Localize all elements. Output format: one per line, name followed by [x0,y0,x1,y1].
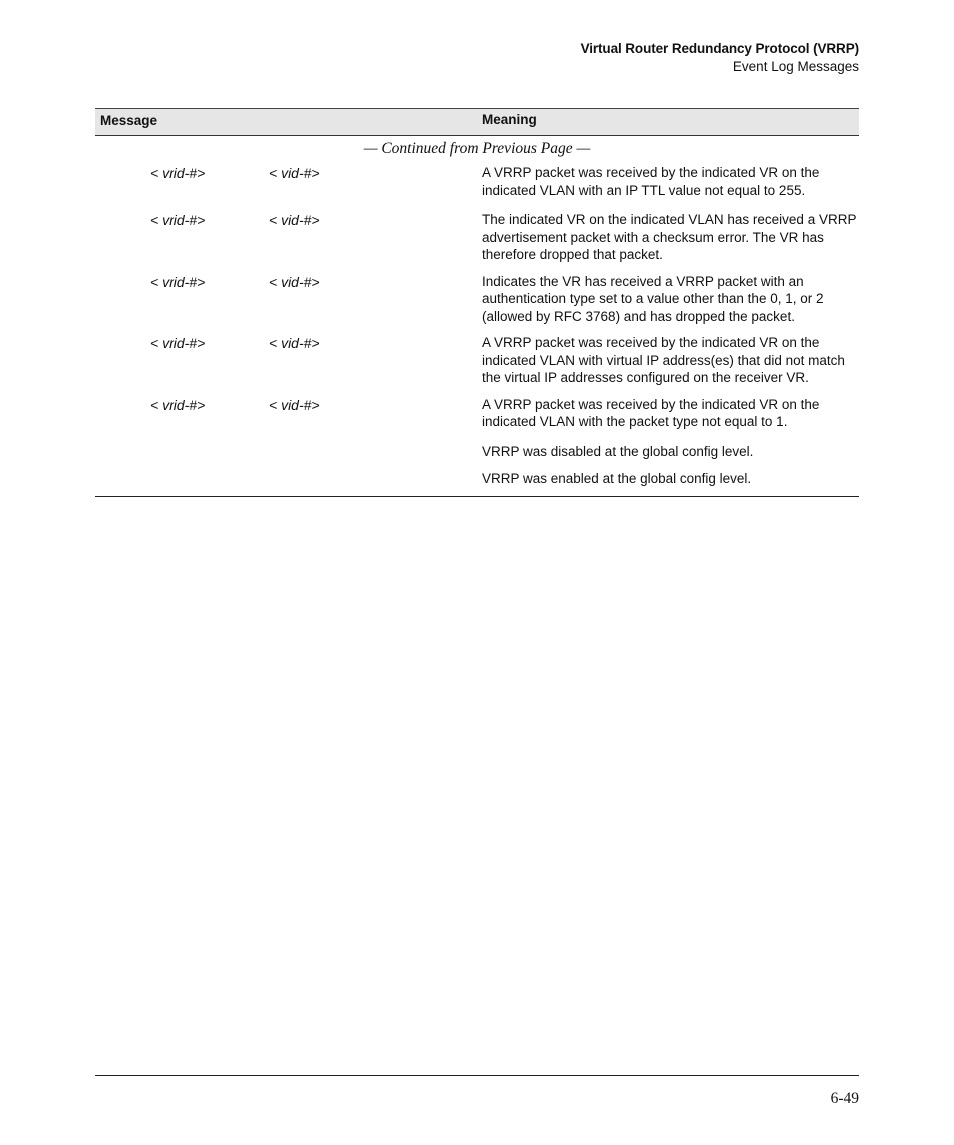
meaning-text: VRRP was enabled at the global config level. [482,471,752,486]
continued-note: — Continued from Previous Page — [363,140,591,157]
message-vrid: < vrid-#> [150,273,206,290]
message-vrid: < vrid-#> [150,396,206,413]
meaning-text: Indicates the VR has received a VRRP packet with an authentication type set to a value other than the 0, 1, or 2 (allowed by RFC 3768) and has dropped the packet. [482,273,824,324]
message-vrid: < vrid-#> [150,335,206,351]
meaning-text: A VRRP packet was received by the indicated VR on the indicated VLAN with the packet type not equal to 1. [482,396,820,429]
column-header-message: Message [100,113,158,128]
section-title: Event Log Messages [732,59,859,74]
meaning-text: A VRRP packet was received by the indicated VR on the indicated VLAN with an IP TTL value not equal to 255. [482,165,820,198]
table-header [95,108,859,136]
chapter-title: Virtual Router Redundancy Protocol (VRRP) [580,41,859,56]
message-vid: < vid-#> [269,165,320,181]
table-row [95,211,859,264]
table-row [95,273,859,326]
message-vid: < vid-#> [269,273,320,290]
table-row [95,443,859,461]
message-vid: < vid-#> [269,335,320,351]
message-vid: < vid-#> [269,212,320,228]
page-header [581,40,859,76]
message-vid: < vid-#> [269,396,320,413]
column-header-meaning: Meaning [482,112,537,127]
page-number: 6-49 [830,1090,859,1107]
message-vrid: < vrid-#> [150,165,206,181]
table-row [95,164,859,199]
table-row [95,396,859,431]
table-bottom-rule [95,496,859,497]
meaning-text: VRRP was disabled at the global config level. [482,443,754,459]
meaning-text: A VRRP packet was received by the indicated VR on the indicated VLAN with virtual IP address(es) that did not match the virtual IP addresses configured on the receiver VR. [482,335,845,385]
message-vrid: < vrid-#> [150,212,206,228]
meaning-text: The indicated VR on the indicated VLAN has received a VRRP advertisement packet with a checksum error. The VR has therefore dropped that packet. [482,212,857,262]
table-row [95,334,859,387]
event-log-table [95,108,859,497]
footer-rule [95,1075,859,1076]
table-row [95,470,859,488]
